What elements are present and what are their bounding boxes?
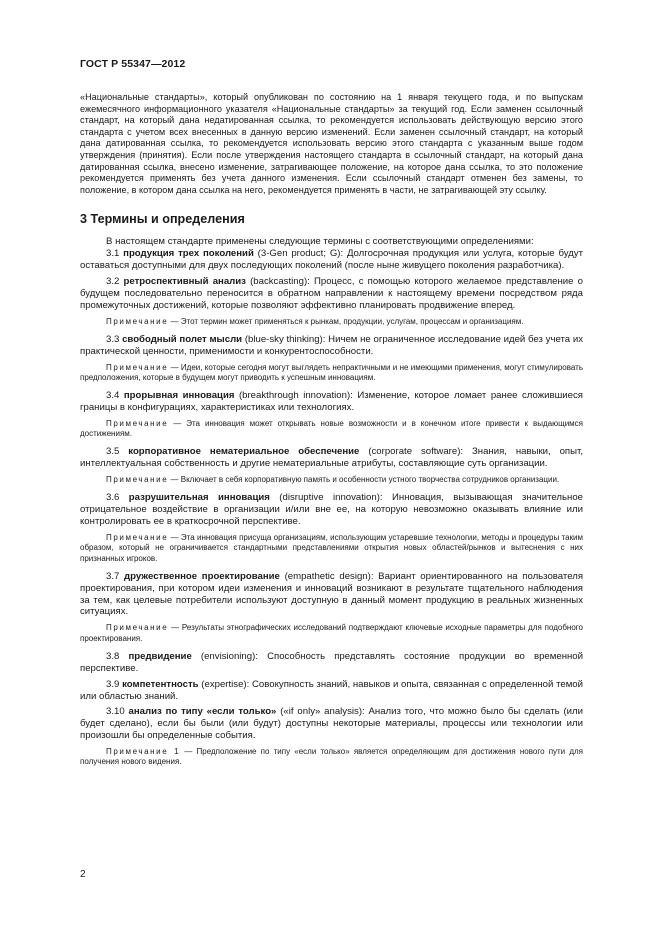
- term-entry: [80, 706, 583, 742]
- term-note: [80, 317, 583, 327]
- term-definition: (corporate software): Знания, навыки, опыт, интеллектуальная собственность и другие нематериальные атрибуты, составляющие суть организации.: [80, 446, 584, 470]
- note-text: — Эта инновация присуща организациям, использующим устаревшие технологии, методы и процедуры таким образом, который не ограничивается стандартными представлениями открытия новых областей/рынков и вытеснения с них признанных игроков.: [80, 533, 583, 563]
- term-number: 3.6: [106, 492, 120, 504]
- terms-list: [80, 248, 583, 767]
- term-definition: («if only» analysis): Анализ того, что можно было бы сделать (или будет сделано), если бы были (или будут) доступны некоторые материалы, процессы или технологии или произошли бы определенные события.: [80, 706, 583, 742]
- term-entry: [80, 571, 583, 619]
- term-name: корпоративное нематериальное обеспечение: [128, 446, 360, 458]
- term-entry: [80, 492, 583, 528]
- term-definition: (blue-sky thinking): Ничем не ограниченное исследование идей без учета их практической ценности, применимости и конкурентоспособности.: [80, 333, 584, 357]
- term-name: ретроспективный анализ: [123, 276, 246, 288]
- page-number: 2: [80, 869, 86, 880]
- term-definition: (envisioning): Способность представлять состояние продукции во временной перспективе.: [80, 650, 583, 674]
- term-note: [80, 623, 583, 643]
- document-header: ГОСТ Р 55347—2012: [80, 58, 186, 70]
- term-entry: [80, 651, 583, 675]
- term-definition: (empathetic design): Вариант ориентированного на пользователя проектирования, при котором идеи изменения и инноваций возникают в результате тщательного наблюдения за тем, как целевые потребители используют доступную в данный момент продукцию в реальных жизненных ситуациях.: [80, 570, 584, 618]
- note-label: Примечание: [106, 623, 169, 633]
- term-note: [80, 475, 583, 485]
- term-note: [80, 363, 583, 383]
- note-text: — Этот термин может применяться к рынкам, продукции, услугам, процессам и организациям.: [168, 316, 524, 326]
- term-number: 3.10: [106, 706, 125, 718]
- term-number: 3.2: [106, 276, 120, 288]
- intro-paragraph: «Национальные стандарты», который опубликован по состоянию на 1 января текущего года, и по выпускам ежемесячного информационного указателя «Национальные стандарты» за текущий год. Если заменен ссылочный стандарт, на который дана недатированная ссылка, то рекомендуется использовать действующую версию этого стандарта с учетом всех внесенных в данную версию изменений. Если заменен ссылочный стандарт, на который дана датированная ссылка, то рекомендуется использовать версию этого стандарта с указанным выше годом утверждения (принятия). Если после утверждения настоящего стандарта в ссылочный стандарт, на который дана датированная ссылка, внесено изменение, затрагивающее положение, на которое дана ссылка, то это положение рекомендуется применять без учета данного изменения. Если ссылочный стандарт отменен без замены, то положение, в котором дана ссылка на него, рекомендуется применять в части, не затрагивающей эту ссылку.: [80, 92, 583, 195]
- term-definition: (backcasting): Процесс, с помощью которого желаемое представление о будущем последовательно переносится в обратном направлении к настоящему времени посредством ряда промежуточных достижений, которые позволяют эффективно планировать продвижение вперед.: [80, 276, 583, 311]
- term-entry: [80, 248, 583, 272]
- note-text: — Идеи, которые сегодня могут выглядеть непрактичными и не имеющими применения, могут стимулировать предположения, которые в будущем могут приводить к успешным инновациям.: [80, 362, 583, 382]
- term-name: разрушительная инновация: [128, 492, 270, 504]
- note-text: — Включает в себя корпоративную память и особенности устного творчества сотрудников организации.: [168, 475, 560, 485]
- term-entry: [80, 334, 583, 358]
- term-number: 3.7: [106, 570, 120, 582]
- term-number: 3.4: [106, 390, 120, 402]
- term-definition: (3-Gen product; G): Долгосрочная продукция или услуга, которые будут оставаться доступными для двух последующих поколений (после ныне живущего поколения разработчика).: [80, 248, 583, 272]
- term-definition: (breakthrough innovation): Изменение, которое ломает ранее сложившиеся границы в конфигурациях, характеристиках или технологиях.: [80, 390, 583, 414]
- term-definition: (disruptive innovation): Инновация, вызывающая значительное отрицательное воздействие в организации и/или вне ее, на которую невозможно оказывать влияние или контролировать ее в краткосрочной перспективе.: [80, 492, 584, 528]
- note-text: — Результаты этнографических исследований подтверждают ключевые исходные параметры для подобного проектирования.: [80, 623, 583, 643]
- term-name: прорывная инновация: [123, 390, 235, 402]
- term-number: 3.3: [106, 333, 120, 345]
- document-body: [80, 92, 583, 775]
- term-number: 3.1: [106, 248, 120, 260]
- term-entry: [80, 390, 583, 414]
- note-label: Примечание: [106, 533, 169, 543]
- note-text: — Эта инновация может открывать новые возможности и в конечном итоге привести к выдающимся достижениям.: [80, 419, 583, 439]
- term-entry: [80, 446, 583, 470]
- term-name: дружественное проектирование: [124, 570, 280, 582]
- term-definition: (expertise): Совокупность знаний, навыков и опыта, связанная с определенной темой или областью знаний.: [80, 678, 583, 702]
- section-lead: В настоящем стандарте применены следующие термины с соответствующими определениями:: [106, 236, 534, 248]
- note-text: — Предположение по типу «если только» является определяющим для достижения нового пути для получения нового видения.: [80, 747, 583, 767]
- term-note: [80, 419, 583, 439]
- note-label: Примечание: [106, 475, 169, 485]
- term-name: компетентность: [122, 678, 199, 690]
- term-name: анализ по типу «если только»: [128, 706, 277, 718]
- term-entry: [80, 679, 583, 703]
- section-title: 3 Термины и определения: [80, 212, 245, 227]
- term-number: 3.5: [106, 446, 120, 458]
- note-label: Примечание: [106, 419, 169, 429]
- term-name: продукция трех поколений: [123, 248, 254, 260]
- note-label: Примечание: [106, 362, 169, 372]
- term-note: [80, 747, 583, 767]
- term-entry: [80, 276, 583, 312]
- term-number: 3.9: [106, 678, 120, 690]
- note-label: Примечание: [106, 316, 169, 326]
- term-number: 3.8: [106, 650, 120, 662]
- term-name: свободный полет мысли: [122, 333, 243, 345]
- term-name: предвидение: [128, 650, 192, 662]
- term-note: [80, 533, 583, 564]
- note-label: Примечание 1: [106, 747, 181, 757]
